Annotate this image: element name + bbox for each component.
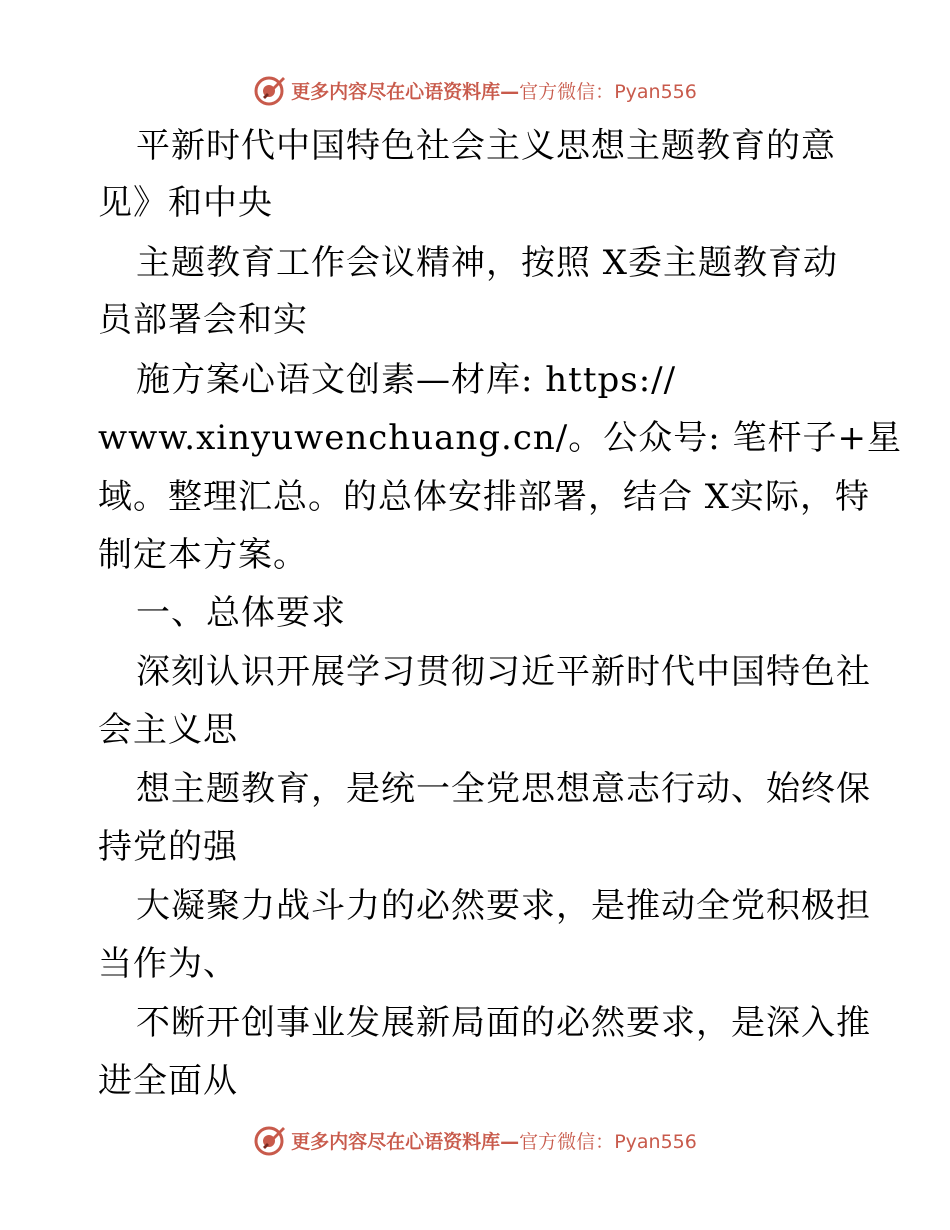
body-line: 进全面从 [98,1061,238,1101]
banner-title: 更多内容尽在心语资料库 [291,1130,501,1153]
body-line: 持党的强 [98,827,238,867]
body-line: 主题教育工作会议精神，按照 X委主题教育动 [136,243,839,283]
banner-text [291,77,697,104]
body-line: 想主题教育，是统一全党思想意志行动、始终保 [136,769,871,809]
body-line: 平新时代中国特色社会主义思想主题教育的意 [136,126,836,166]
banner-text [291,1127,697,1154]
banner-separator: — [500,80,520,103]
body-line: 深刻认识开展学习贯彻习近平新时代中国特色社 [136,652,871,692]
body-line: 制定本方案。 [98,535,308,575]
banner-separator: — [500,1130,520,1153]
banner-wechat-label: 官方微信： [519,1130,615,1153]
quill-logo-icon [253,1123,287,1157]
banner-wechat-label: 官方微信： [519,80,615,103]
body-line: 会主义思 [98,710,238,750]
body-line: 大凝聚力战斗力的必然要求，是推动全党积极担 [136,886,871,926]
banner-wechat-id: Pyan556 [614,1130,697,1153]
body-line: 不断开创事业发展新局面的必然要求，是深入推 [136,1003,871,1043]
banner-title: 更多内容尽在心语资料库 [291,80,501,103]
section-heading: 一、总体要求 [136,593,346,633]
quill-logo-icon [253,73,287,107]
banner-wechat-id: Pyan556 [614,80,697,103]
body-line: 员部署会和实 [98,300,308,340]
body-line: 当作为、 [98,944,238,984]
body-line: www.xinyuwenchuang.cn/。公众号: 笔杆子+星 [98,418,902,458]
header-banner [0,72,950,108]
body-line: 见》和中央 [98,183,273,223]
body-line: 域。整理汇总。的总体安排部署，结合 X实际，特 [98,477,871,517]
body-line: 施方案心语文创素—材库: https:// [136,360,677,400]
footer-banner [0,1122,950,1158]
